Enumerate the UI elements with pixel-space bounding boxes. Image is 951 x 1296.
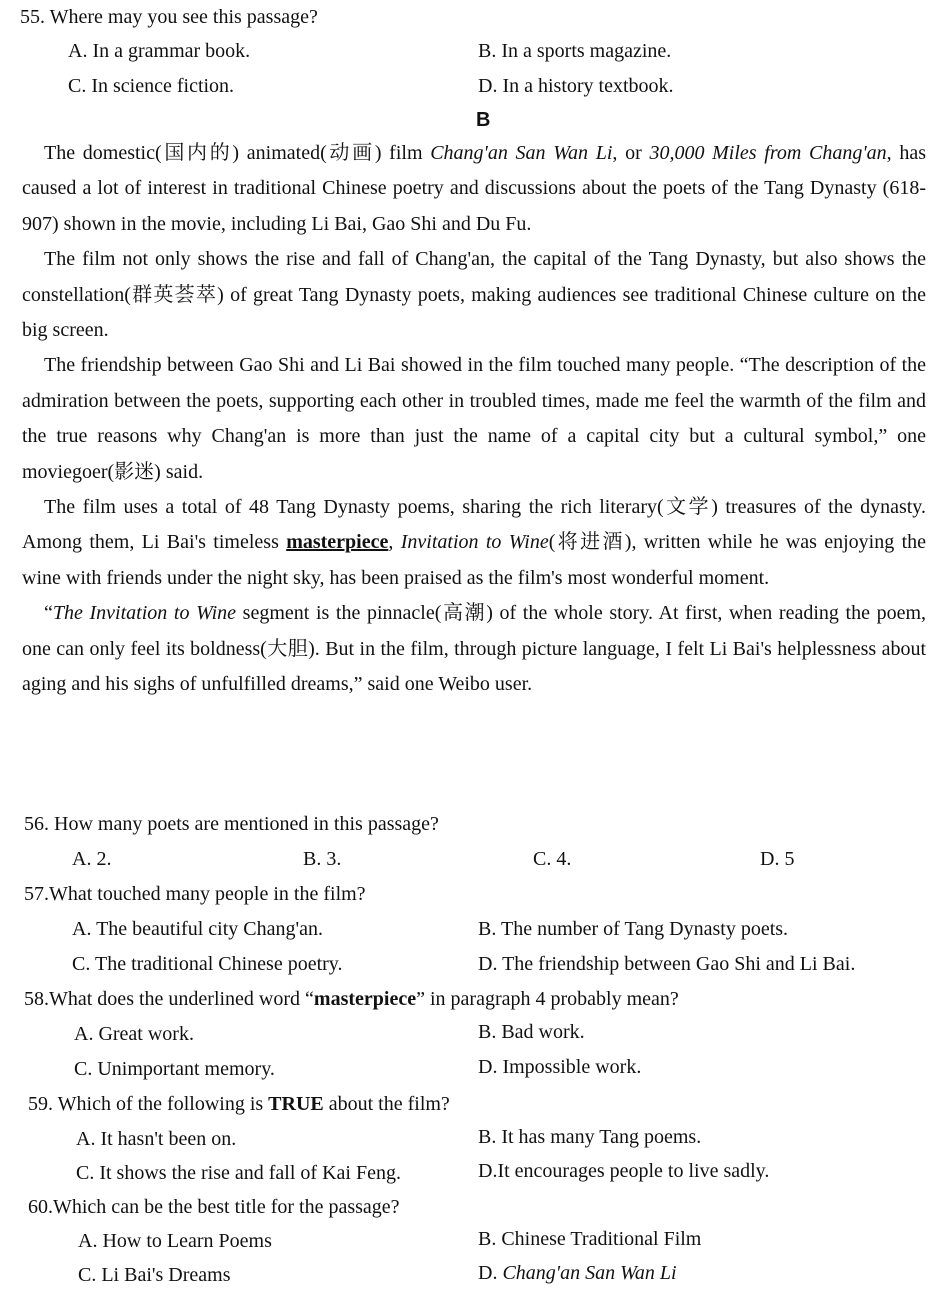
question-60-option-a: A. How to Learn Poems (78, 1230, 272, 1252)
question-55-option-c: C. In science fiction. (68, 75, 235, 97)
question-56-option-c: C. 4. (533, 848, 572, 870)
question-58-option-b: B. Bad work. (478, 1021, 585, 1043)
poem-title: The Invitation to Wine (52, 602, 237, 625)
question-60-option-d: D. Chang'an San Wan Li (478, 1262, 677, 1284)
reading-passage (22, 136, 926, 703)
question-56-option-d: D. 5 (760, 848, 795, 870)
film-title: Chang'an San Wan Li (502, 1262, 677, 1284)
question-55-option-a: A. In a grammar book. (68, 40, 251, 62)
paragraph-1: The domestic(国内的) animated(动画) film Chang'an San Wan Li, or 30,000 Miles from Chang'an, has caused a lot of interest in traditional Chinese poetry and discussions about the poets of the Tang Dynasty (618-907) shown in the movie, including Li Bai, Gao Shi and Du Fu. (22, 142, 926, 235)
question-57-option-b: B. The number of Tang Dynasty poets. (478, 918, 789, 940)
question-59-option-a: A. It hasn't been on. (76, 1128, 237, 1150)
section-heading: B (476, 109, 491, 131)
question-60-option-b: B. Chinese Traditional Film (478, 1228, 702, 1250)
question-55-option-d: D. In a history textbook. (478, 75, 674, 97)
paragraph-5: “The Invitation to Wine segment is the pinnacle(高潮) of the whole story. At first, when reading the poem, one can only feel its boldness(大胆). But in the film, through picture language, I felt Li Bai's helplessness about aging and his sighs of unfulfilled dreams,” said one Weibo user. (22, 602, 926, 696)
question-57-option-d: D. The friendship between Gao Shi and Li Bai. (478, 953, 856, 975)
question-60-stem: 60.Which can be the best title for the passage? (28, 1196, 400, 1218)
key-word: masterpiece (313, 988, 417, 1010)
key-word: TRUE (268, 1093, 324, 1115)
paragraph-3: The friendship between Gao Shi and Li Bai showed in the film touched many people. “The description of the admiration between the poets, supporting each other in troubled times, made me feel the warmth of the film and the true reasons why Chang'an is more than just the name of a capital city but a cultural symbol,” one moviegoer(影迷) said. (22, 354, 926, 483)
question-55-stem: 55. Where may you see this passage? (20, 6, 318, 28)
question-59-option-d: D.It encourages people to live sadly. (478, 1160, 770, 1182)
underlined-word: masterpiece (286, 531, 389, 554)
question-56-stem: 56. How many poets are mentioned in this passage? (24, 813, 439, 835)
question-60-option-c: C. Li Bai's Dreams (78, 1264, 231, 1286)
question-55-option-b: B. In a sports magazine. (478, 40, 672, 62)
film-title-english: 30,000 Miles from Chang'an (649, 142, 887, 164)
question-56-option-a: A. 2. (72, 848, 112, 870)
poem-title: Invitation to Wine (400, 531, 549, 554)
question-57-option-a: A. The beautiful city Chang'an. (72, 918, 323, 940)
paragraph-2: The film not only shows the rise and fall of Chang'an, the capital of the Tang Dynasty, but also shows the constellation(群英荟萃) of great Tang Dynasty poets, making audiences see traditional Chinese culture on the big screen. (22, 248, 926, 342)
question-57-stem: 57.What touched many people in the film? (24, 883, 366, 905)
question-56-option-b: B. 3. (303, 848, 342, 870)
film-title: Chang'an San Wan Li (430, 142, 613, 164)
question-58-option-c: C. Unimportant memory. (74, 1058, 275, 1080)
paragraph-4: The film uses a total of 48 Tang Dynasty poems, sharing the rich literary(文学) treasures of the dynasty. Among them, Li Bai's timeless masterpiece, Invitation to Wine(将进酒), written while he was enjoying the wine with friends under the night sky, has been praised as the film's most wonderful moment. (22, 496, 927, 589)
question-58-option-a: A. Great work. (74, 1023, 194, 1045)
question-58-stem: 58.What does the underlined word “masterpiece” in paragraph 4 probably mean? (24, 988, 679, 1010)
question-59-stem: 59. Which of the following is TRUE about the film? (28, 1093, 450, 1115)
question-57-option-c: C. The traditional Chinese poetry. (72, 953, 343, 975)
question-58-option-d: D. Impossible work. (478, 1056, 642, 1078)
question-59-option-b: B. It has many Tang poems. (478, 1126, 702, 1148)
question-59-option-c: C. It shows the rise and fall of Kai Feng. (76, 1162, 401, 1184)
